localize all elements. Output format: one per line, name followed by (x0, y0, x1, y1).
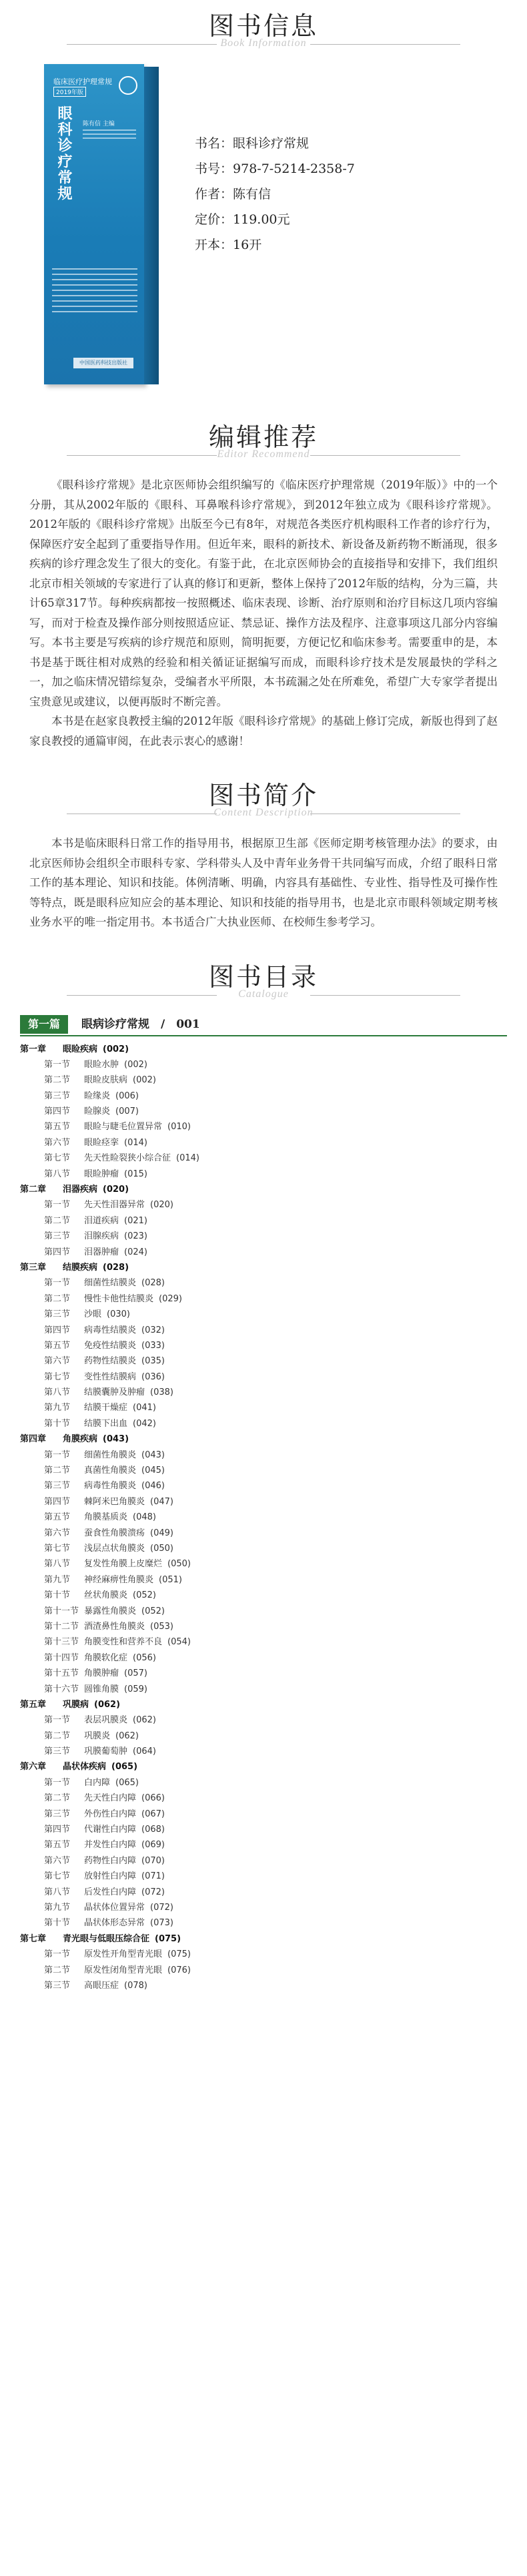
toc-title: 结膜疾病 (63, 1262, 98, 1273)
toc-number: 第一节 (44, 1200, 71, 1211)
toc-number: 第四节 (44, 1106, 71, 1117)
toc-number: 第四节 (44, 1325, 71, 1335)
toc-page-number: (065) (111, 1762, 138, 1773)
toc-chapter-row (20, 1931, 507, 1947)
toc-page-number: (042) (133, 1418, 156, 1429)
toc-page-number: (065) (115, 1777, 139, 1788)
toc-page-number: (032) (141, 1325, 165, 1335)
toc-page-number: (028) (103, 1262, 129, 1273)
toc-section-row (20, 1275, 507, 1291)
toc-title: 先天性泪器异常 (84, 1200, 145, 1211)
recommend-paragraph: 《眼科诊疗常规》是北京医师协会组织编写的《临床医疗护理常规（2019年版）》中的一个分册，其从2002年版的《眼科、耳鼻喉科诊疗常规》，到2012年独立成为《眼科诊疗常规》。2012年版的《眼科诊疗常规》出版至今已有8年，对规范各类医疗机构眼科工作者的诊疗行为，保障医疗安全起到了重要指导作用。但近年来，眼科的新技术、新设备及新药物不断涌现，很多疾病的诊疗理念发生了很大的变化。有鉴于此，在北京医师协会的直接指导和安排下，我们组织北京市相关领域的专家进行了认真的修订和更新，整体上保持了2012年版的结构，分为三篇，共计65章317节。每种疾病都按一按照概述、临床表现、诊断、治疗原则和治疗目标这几项内容编写，而对于检查及操作部分则按照适应证、禁忌证、操作方法及程序、注意事项这几部分内容编写。本书主要是写疾病的诊疗规范和原则，简明扼要，方便记忆和临床参考。需要重申的是，本书是基于既往相对成熟的经验和相关循证证据编写而成，而眼科诊疗技术是发展最快的学科之一，加之临床情况错综复杂，受编者水平所限，本书疏漏之处在所难免，希望广大专家学者提出宝贵意见或建议，以便再版时不断完善。 (29, 478, 498, 708)
toc-title: 结膜下出血 (84, 1418, 128, 1429)
toc-page-number: (071) (141, 1871, 165, 1882)
toc-number: 第十节 (44, 1418, 71, 1429)
toc-title: 角膜肿瘤 (84, 1668, 119, 1679)
meta-row-isbn (195, 156, 355, 182)
toc-page-number: (030) (107, 1309, 130, 1320)
toc-page-number: (076) (167, 1965, 191, 1975)
meta-label: 定价： (195, 212, 233, 227)
toc-number: 第十六节 (44, 1684, 79, 1694)
toc-section-row (20, 1167, 507, 1182)
toc-page-number: (002) (103, 1044, 129, 1054)
toc-section-row (20, 1135, 507, 1151)
toc-number: 第二节 (44, 1215, 71, 1226)
meta-row-format (195, 232, 355, 258)
toc-title: 眼睑痉挛 (84, 1137, 119, 1148)
toc-section-row (20, 1619, 507, 1634)
toc-title: 药物性结膜炎 (84, 1356, 137, 1367)
toc-title: 巩膜葡萄肿 (84, 1746, 128, 1757)
cover-spine (144, 67, 159, 384)
toc-number: 第六节 (44, 1356, 71, 1367)
toc-number: 第十节 (44, 1918, 71, 1929)
intro-paragraph: 本书是临床眼科日常工作的指导用书，根据原卫生部《医师定期考核管理办法》的要求，由北京医师协会组织全市眼科专家、学科带头人及中青年业务骨干共同编写而成，介绍了眼科日常工作的基本理论、知识和技能。体例清晰、明确，内容具有基础性、专业性、指导性及可操作性等特点，既是眼科应知应会的基本理论、知识和技能的指导用书，也是北京市眼科领域定期考核业务水平的唯一指定用书。本书适合广大执业医师、在校师生参考学习。 (29, 837, 498, 928)
toc-section-row (20, 1416, 507, 1431)
toc-page-number: (002) (124, 1059, 147, 1070)
toc-chapter-row (20, 1697, 507, 1712)
toc-page-number: (064) (133, 1746, 156, 1757)
toc-title: 眼睑水肿 (84, 1059, 119, 1070)
recommend-paragraph: 本书是在赵家良教授主编的2012年版《眼科诊疗常规》的基础上修订完成，新版也得到了赵家良教授的通篇审阅，在此表示衷心的感谢！ (29, 715, 498, 747)
toc-number: 第十一节 (44, 1606, 79, 1616)
toc-title: 巩膜病 (63, 1699, 89, 1710)
meta-row-title (195, 131, 355, 156)
toc-title: 免疫性结膜炎 (84, 1340, 137, 1351)
toc-page-number: (050) (150, 1544, 173, 1554)
toc-title: 表层巩膜炎 (84, 1715, 128, 1726)
meta-value: 眼科诊疗常规 (233, 136, 310, 151)
toc-number: 第四节 (44, 1496, 71, 1507)
toc-section-row (20, 1197, 507, 1213)
toc-section-row (20, 1323, 507, 1338)
toc-section-row (20, 1978, 507, 1993)
section-subtitle: Content Description (213, 807, 314, 818)
toc-page-number: (014) (124, 1137, 147, 1148)
toc-number: 第七节 (44, 1871, 71, 1882)
toc-title: 棘阿米巴角膜炎 (84, 1496, 145, 1507)
toc-number: 第七章 (20, 1933, 47, 1944)
toc-title: 高眼压症 (84, 1980, 119, 1991)
toc-page-number: (062) (115, 1730, 139, 1741)
toc-section-row (20, 1604, 507, 1619)
toc-section-row (20, 1526, 507, 1541)
toc-section-row (20, 1057, 507, 1072)
toc-title: 病毒性结膜炎 (84, 1325, 137, 1335)
toc-section-row (20, 1837, 507, 1853)
toc-page-number: (028) (141, 1278, 165, 1289)
toc-page-number: (020) (103, 1185, 129, 1195)
cover-series-label: 临床医疗护理常规 (53, 77, 112, 86)
cover-front (44, 64, 144, 384)
toc-section-row (20, 1588, 507, 1603)
toc-title: 代谢性白内障 (84, 1825, 137, 1835)
toc-title: 角膜基质炎 (84, 1512, 128, 1523)
toc-page-number: (073) (150, 1918, 173, 1929)
toc-number: 第二节 (44, 1075, 71, 1086)
section-title: 图书简介 (208, 781, 318, 810)
toc-number: 第一节 (44, 1278, 71, 1289)
toc-section-row (20, 1072, 507, 1088)
toc-section-row (20, 1853, 507, 1869)
toc-number: 第六节 (44, 1137, 71, 1148)
toc-number: 第四章 (20, 1434, 47, 1445)
toc-page-number: (035) (141, 1356, 165, 1367)
toc-page-number: (021) (124, 1215, 147, 1226)
toc-chapter-row (20, 1042, 507, 1057)
toc-number: 第十五节 (44, 1668, 79, 1679)
toc-page-number: (006) (115, 1090, 139, 1101)
meta-label: 作者： (195, 187, 233, 202)
toc-title: 泪腺疾病 (84, 1231, 119, 1242)
toc-section-row (20, 1510, 507, 1525)
toc-page-number: (068) (141, 1825, 165, 1835)
toc-number: 第三节 (44, 1309, 71, 1320)
toc-page-number: (007) (115, 1106, 139, 1117)
section-header-intro (0, 769, 527, 834)
toc-page-number: (062) (133, 1715, 156, 1726)
meta-value: 119.00元 (233, 212, 290, 227)
toc-number: 第六章 (20, 1762, 47, 1773)
toc-number: 第一节 (44, 1949, 71, 1960)
toc-section-row (20, 1650, 507, 1666)
toc-title: 细菌性结膜炎 (84, 1278, 137, 1289)
toc-number: 第八节 (44, 1887, 71, 1897)
toc-section-row (20, 1728, 507, 1744)
toc-section-row (20, 1963, 507, 1978)
toc-title: 先天性白内障 (84, 1793, 137, 1804)
toc-section-row (20, 1556, 507, 1572)
toc-page-number: (067) (141, 1809, 165, 1819)
toc-number: 第三节 (44, 1746, 71, 1757)
toc-section-row (20, 1151, 507, 1166)
toc-number: 第八节 (44, 1387, 71, 1398)
toc-title: 泪器肿瘤 (84, 1247, 119, 1257)
toc-title: 晶状体位置异常 (84, 1902, 145, 1913)
toc-title: 青光眼与低眼压综合征 (63, 1933, 150, 1944)
meta-row-price (195, 207, 355, 232)
toc-number: 第八节 (44, 1559, 71, 1570)
toc-page-number: (053) (150, 1621, 173, 1632)
toc-number: 第二节 (44, 1730, 71, 1741)
toc-section-row (20, 1634, 507, 1650)
toc-section-row (20, 1245, 507, 1260)
toc-title: 晶状体疾病 (63, 1762, 107, 1773)
toc-number: 第七节 (44, 1371, 71, 1382)
toc-title: 细菌性角膜炎 (84, 1450, 137, 1460)
toc-chapter-row (20, 1759, 507, 1775)
toc-page-number: (043) (103, 1434, 129, 1445)
toc-page-number: (052) (133, 1590, 156, 1601)
toc-section-row (20, 1353, 507, 1369)
toc-number: 第三节 (44, 1809, 71, 1819)
toc-section-row (20, 1541, 507, 1556)
toc-number: 第九节 (44, 1403, 71, 1413)
toc-number: 第二章 (20, 1185, 47, 1195)
toc-title: 沙眼 (84, 1309, 102, 1320)
toc-section-row (20, 1869, 507, 1884)
toc-page-number: (043) (141, 1450, 165, 1460)
toc-title: 泪器疾病 (63, 1185, 98, 1195)
toc-section-row (20, 1400, 507, 1415)
toc-number: 第五节 (44, 1512, 71, 1523)
toc-title: 眼睑肿瘤 (84, 1169, 119, 1179)
toc-page-number: (041) (133, 1403, 156, 1413)
toc-number: 第一节 (44, 1059, 71, 1070)
toc-number: 第九节 (44, 1574, 71, 1585)
toc-number: 第五节 (44, 1840, 71, 1851)
section-header-editor-recommend (0, 411, 527, 475)
toc-page-number: (015) (124, 1169, 147, 1179)
toc-title: 白内障 (84, 1777, 111, 1788)
toc-page-number: (051) (159, 1574, 182, 1585)
toc-page-number: (075) (155, 1933, 181, 1944)
toc-title: 角膜变性和营养不良 (84, 1637, 163, 1648)
toc-page-number: (050) (167, 1559, 191, 1570)
toc-section-row (20, 1447, 507, 1463)
meta-label: 开本： (195, 238, 233, 252)
book-meta-list (195, 131, 355, 258)
toc-page-number: (078) (124, 1980, 147, 1991)
toc-section-row (20, 1666, 507, 1681)
toc-title: 变性性结膜病 (84, 1371, 137, 1382)
section-subtitle: Book Information (220, 37, 307, 49)
toc-title: 晶状体形态异常 (84, 1918, 145, 1929)
toc-number: 第七节 (44, 1153, 71, 1164)
toc-page-number: (038) (150, 1387, 173, 1398)
meta-value: 978-7-5214-2358-7 (233, 162, 355, 176)
toc-number: 第二节 (44, 1293, 71, 1304)
toc-title: 角膜软化症 (84, 1652, 128, 1663)
section-subtitle: Catalogue (238, 988, 289, 1000)
toc-section-row (20, 1791, 507, 1806)
toc-title: 浅层点状角膜炎 (84, 1544, 145, 1554)
toc-page-number: (054) (167, 1637, 191, 1648)
toc-section-row (20, 1478, 507, 1494)
meta-label: 书号： (195, 162, 233, 176)
toc-page-number: (059) (124, 1684, 147, 1694)
toc-number: 第十节 (44, 1590, 71, 1601)
toc-page-number: (069) (141, 1840, 165, 1851)
toc-title: 睑腺炎 (84, 1106, 111, 1117)
cover-publisher: 中国医药科技出版社 (73, 358, 133, 368)
toc-number: 第二节 (44, 1965, 71, 1975)
meta-value: 16开 (233, 238, 262, 252)
toc-page-number: (066) (141, 1793, 165, 1804)
toc-title: 原发性开角型青光眼 (84, 1949, 163, 1960)
toc-title: 病毒性角膜炎 (84, 1481, 137, 1492)
toc-number: 第六节 (44, 1855, 71, 1866)
toc-chapter-row (20, 1182, 507, 1197)
toc-title: 巩膜炎 (84, 1730, 111, 1741)
toc-number: 第一节 (44, 1715, 71, 1726)
toc-title: 先天性睑裂狭小综合征 (84, 1153, 171, 1164)
toc-title: 暴露性角膜炎 (84, 1606, 137, 1616)
toc-number: 第五节 (44, 1340, 71, 1351)
toc-number: 第十二节 (44, 1621, 79, 1632)
toc-title: 复发性角膜上皮糜烂 (84, 1559, 163, 1570)
toc-page-number: (045) (141, 1466, 165, 1476)
toc-section-row (20, 1494, 507, 1510)
toc-title: 眼睑疾病 (63, 1044, 98, 1054)
cover-description-lines (52, 268, 137, 316)
toc-title: 药物性白内障 (84, 1855, 137, 1866)
toc-title: 结膜囊肿及肿瘤 (84, 1387, 145, 1398)
book-cover-image (44, 64, 159, 388)
toc-section-row (20, 1900, 507, 1915)
toc-number: 第六节 (44, 1528, 71, 1538)
part-tag: 第一篇 (20, 1015, 68, 1034)
toc-number: 第九节 (44, 1902, 71, 1913)
meta-row-author (195, 182, 355, 207)
toc-page-number: (029) (159, 1293, 182, 1304)
toc-title: 真菌性角膜炎 (84, 1466, 137, 1476)
toc-number: 第一节 (44, 1450, 71, 1460)
toc-section-row (20, 1712, 507, 1728)
toc-title: 后发性白内障 (84, 1887, 137, 1897)
toc-number: 第二节 (44, 1466, 71, 1476)
toc-page-number: (023) (124, 1231, 147, 1242)
toc-section-row (20, 1307, 507, 1322)
toc-section-row (20, 1213, 507, 1229)
cover-text-lines (83, 129, 136, 141)
toc-number: 第二节 (44, 1793, 71, 1804)
toc-title: 睑缘炎 (84, 1090, 111, 1101)
toc-page-number: (072) (141, 1887, 165, 1897)
toc-section-row (20, 1229, 507, 1244)
toc-title: 酒渣鼻性角膜炎 (84, 1621, 145, 1632)
toc-section-row (20, 1088, 507, 1104)
toc-section-row (20, 1463, 507, 1478)
section-header-book-info (0, 0, 527, 64)
toc-section-row (20, 1885, 507, 1900)
toc-number: 第三节 (44, 1231, 71, 1242)
toc-section-row (20, 1682, 507, 1697)
toc-page-number: (049) (150, 1528, 173, 1538)
toc-number: 第十四节 (44, 1652, 79, 1663)
toc-page-number: (046) (141, 1481, 165, 1492)
toc-number: 第一节 (44, 1777, 71, 1788)
toc-section-row (20, 1572, 507, 1588)
section-title: 编辑推荐 (208, 422, 318, 452)
section-header-catalogue (0, 951, 527, 1015)
book-info-block (0, 64, 527, 411)
part-title: 眼病诊疗常规 / 001 (81, 1017, 200, 1031)
toc-title: 眼睑与睫毛位置异常 (84, 1122, 163, 1133)
cover-edition-label: 2019年版 (53, 87, 86, 97)
toc-section-row (20, 1104, 507, 1119)
toc-title: 放射性白内障 (84, 1871, 137, 1882)
toc-number: 第一章 (20, 1044, 47, 1054)
toc-section-row (20, 1291, 507, 1307)
toc-page-number: (010) (167, 1122, 191, 1133)
part-header (20, 1015, 507, 1036)
meta-label: 书名： (195, 136, 233, 151)
toc-page-number: (014) (176, 1153, 199, 1164)
toc-page-number: (070) (141, 1855, 165, 1866)
toc-section-row (20, 1807, 507, 1822)
toc-number: 第三节 (44, 1481, 71, 1492)
toc-page-number: (033) (141, 1340, 165, 1351)
section-title: 图书信息 (208, 11, 318, 41)
toc-title: 慢性卡他性结膜炎 (84, 1293, 154, 1304)
cover-title: 眼科诊疗常规 (55, 105, 73, 202)
meta-value: 陈有信 (233, 187, 272, 202)
toc-number: 第七节 (44, 1544, 71, 1554)
toc-section-row (20, 1338, 507, 1353)
toc-chapter-row (20, 1431, 507, 1447)
section-subtitle: Editor Recommend (217, 448, 310, 460)
toc-page-number: (048) (133, 1512, 156, 1523)
toc-number: 第五节 (44, 1122, 71, 1133)
toc-title: 蚕食性角膜溃疡 (84, 1528, 145, 1538)
toc-page-number: (075) (167, 1949, 191, 1960)
toc-number: 第四节 (44, 1247, 71, 1257)
toc-title: 原发性闭角型青光眼 (84, 1965, 163, 1975)
toc-number: 第八节 (44, 1169, 71, 1179)
toc-chapter-row (20, 1260, 507, 1275)
toc-page-number: (047) (150, 1496, 173, 1507)
toc-number: 第十三节 (44, 1637, 79, 1648)
toc-title: 外伤性白内障 (84, 1809, 137, 1819)
association-logo-icon (119, 76, 137, 95)
toc-section-row (20, 1369, 507, 1385)
section-title: 图书目录 (208, 962, 318, 992)
toc-section-row (20, 1947, 507, 1962)
toc-section-row (20, 1119, 507, 1135)
toc-section-row (20, 1385, 507, 1400)
cover-author: 陈有信 主编 (83, 121, 115, 127)
toc-title: 神经麻痹性角膜炎 (84, 1574, 154, 1585)
toc-page-number: (002) (133, 1075, 156, 1086)
toc-page-number: (036) (141, 1371, 165, 1382)
toc-number: 第三节 (44, 1090, 71, 1101)
table-of-contents (20, 1042, 507, 1994)
toc-title: 结膜干燥症 (84, 1403, 128, 1413)
toc-page-number: (057) (124, 1668, 147, 1679)
toc-title: 丝状角膜炎 (84, 1590, 128, 1601)
toc-title: 眼睑皮肤病 (84, 1075, 128, 1086)
toc-title: 并发性白内障 (84, 1840, 137, 1851)
toc-page-number: (072) (150, 1902, 173, 1913)
toc-section-row (20, 1822, 507, 1837)
toc-section-row (20, 1915, 507, 1931)
toc-page-number: (052) (141, 1606, 165, 1616)
toc-title: 泪道疾病 (84, 1215, 119, 1226)
toc-number: 第三章 (20, 1262, 47, 1273)
toc-page-number: (020) (150, 1200, 173, 1211)
toc-number: 第三节 (44, 1980, 71, 1991)
toc-section-row (20, 1744, 507, 1759)
toc-title: 角膜疾病 (63, 1434, 98, 1445)
toc-page-number: (024) (124, 1247, 147, 1257)
toc-number: 第五章 (20, 1699, 47, 1710)
toc-title: 圆锥角膜 (84, 1684, 119, 1694)
toc-page-number: (062) (94, 1699, 121, 1710)
toc-section-row (20, 1775, 507, 1791)
toc-page-number: (056) (133, 1652, 156, 1663)
toc-number: 第四节 (44, 1825, 71, 1835)
